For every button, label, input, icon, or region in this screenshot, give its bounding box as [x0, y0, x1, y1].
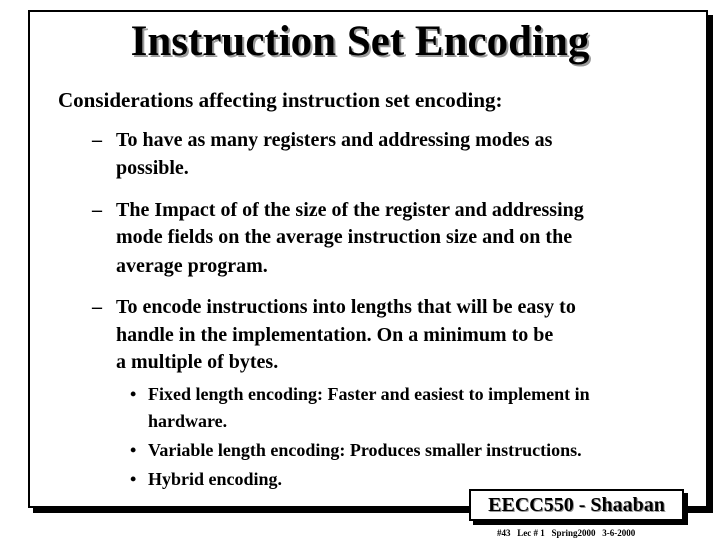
dash-marker: – — [92, 296, 102, 318]
bullet-marker: • — [130, 440, 137, 460]
footer-note: #43 Lec # 1 Spring2000 3-6-2000 — [497, 528, 636, 538]
point-1-line-1: To have as many registers and addressing modes as — [116, 129, 553, 151]
subpoint-1-line-2: hardware. — [148, 411, 228, 431]
slide-subtitle: Considerations affecting instruction set encoding: — [58, 88, 503, 112]
bullet-marker: • — [130, 469, 137, 489]
subpoint-3-line-1: Hybrid encoding. — [148, 469, 283, 489]
point-3-line-2: handle in the implementation. On a minimum to be — [116, 324, 554, 346]
dash-marker: – — [92, 129, 102, 151]
point-1-line-2: possible. — [116, 157, 189, 179]
course-footer-box: EECC550 - Shaaban — [469, 489, 684, 521]
subpoint-2-line-1: Variable length encoding: Produces smaller instructions. — [148, 440, 582, 460]
dash-marker: – — [92, 199, 102, 221]
point-3-line-1: To encode instructions into lengths that will be easy to — [116, 296, 576, 318]
point-2-line-2: mode fields on the average instruction size and on the — [116, 226, 573, 248]
bullet-marker: • — [130, 384, 137, 404]
point-2-line-1: The Impact of of the size of the register and addressing — [116, 199, 584, 221]
point-2-line-3: average program. — [116, 255, 268, 277]
slide-title: Instruction Set Encoding — [130, 18, 590, 65]
point-3-line-3: a multiple of bytes. — [116, 351, 279, 373]
subpoint-1-line-1: Fixed length encoding: Faster and easiest to implement in — [148, 384, 590, 404]
